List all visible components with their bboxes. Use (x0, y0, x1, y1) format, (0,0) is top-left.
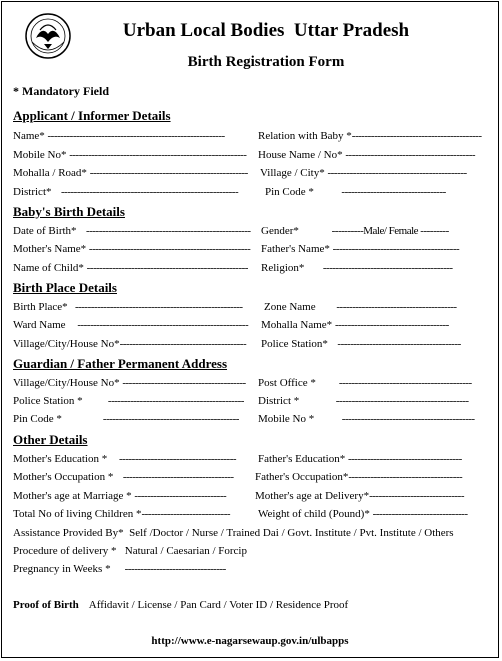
mother-education-field[interactable]: Mother's Education * ------------------------------------- (13, 453, 237, 465)
father-education-field[interactable]: Father's Education* ------------------------------------ (258, 453, 462, 465)
village-house-field[interactable]: Village/City/House No*---------------------------------------- (13, 338, 247, 350)
dob-field[interactable]: Date of Birth* ---------------------------------------------------- (13, 225, 251, 237)
police-station-field[interactable]: Police Station* --------------------------------------- (261, 338, 461, 350)
mobile-field[interactable]: Mobile No* -------------------------------------------------------- (13, 149, 247, 161)
ward-field[interactable]: Ward Name ------------------------------------------------------ (13, 319, 249, 331)
section-baby: Baby's Birth Details (13, 204, 125, 219)
section-other: Other Details (13, 432, 88, 447)
mohalla-field[interactable]: Mohalla / Road* -------------------------------------------------- (13, 167, 248, 179)
father-occupation-field[interactable]: Father's Occupation*------------------------------------ (255, 471, 463, 483)
pregnancy-weeks-field[interactable]: Pregnancy in Weeks * -------------------------------- (13, 563, 226, 575)
section-birth-place: Birth Place Details (13, 280, 117, 295)
guardian-district-field[interactable]: District * ------------------------------------------ (258, 395, 469, 407)
child-weight-field[interactable]: Weight of child (Pound)* ------------------------------ (258, 508, 468, 520)
religion-field[interactable]: Religion* ----------------------------------------- (261, 262, 453, 274)
mother-age-marriage-field[interactable]: Mother's age at Marriage * ----------------------------- (13, 490, 227, 502)
mother-occupation-field[interactable]: Mother's Occupation * ----------------------------------- (13, 471, 234, 483)
birth-place-field[interactable]: Birth Place* ----------------------------------------------------- (13, 301, 243, 313)
assistance-field[interactable]: Assistance Provided By* Self /Doctor / Nurse / Trained Dai / Govt. Institute / Pvt. Institute / Others (13, 527, 454, 539)
village-city-field[interactable]: Village / City* -------------------------------------------- (260, 167, 467, 179)
mother-name-field[interactable]: Mother's Name* --------------------------------------------------- (13, 243, 251, 255)
form-title: Urban Local Bodies Uttar Pradesh (122, 20, 410, 41)
birth-registration-form (1, 1, 499, 658)
mohalla-name-field[interactable]: Mohalla Name* ------------------------------------ (261, 319, 449, 331)
guardian-mobile-field[interactable]: Mobile No * ------------------------------------------ (258, 413, 475, 425)
section-guardian: Guardian / Father Permanent Address (13, 356, 228, 371)
name-field[interactable]: Name* -------------------------------------------------------- (13, 130, 225, 142)
living-children-field[interactable]: Total No of living Children *---------------------------- (13, 508, 231, 520)
guardian-village-house-field[interactable]: Village/City/House No* --------------------------------------- (13, 377, 246, 389)
form-subtitle: Birth Registration Form (187, 54, 345, 70)
zone-field[interactable]: Zone Name -------------------------------------- (264, 301, 457, 313)
mother-age-delivery-field[interactable]: Mother's age at Delivery*------------------------------ (255, 490, 464, 502)
house-field[interactable]: House Name / No* ----------------------------------------- (258, 149, 476, 161)
guardian-police-station-field[interactable]: Police Station * ------------------------------------------- (13, 395, 244, 407)
child-name-field[interactable]: Name of Child* --------------------------------------------------- (13, 262, 248, 274)
mandatory-note: * Mandatory Field (13, 84, 109, 98)
father-name-field[interactable]: Father's Name* ---------------------------------------- (261, 243, 460, 255)
pin-field[interactable]: Pin Code * --------------------------------- (265, 186, 446, 198)
delivery-procedure-field[interactable]: Procedure of delivery * Natural / Caesarian / Forcip (13, 545, 247, 557)
proof-of-birth: Proof of Birth Affidavit / License / Pan Card / Voter ID / Residence Proof (13, 599, 349, 611)
footer-url[interactable]: http://www.e-nagarsewaup.gov.in/ulbapps (151, 635, 349, 647)
section-applicant: Applicant / Informer Details (13, 108, 171, 123)
gender-field[interactable]: Gender* ----------Male/ Female --------- (261, 225, 449, 237)
guardian-post-office-field[interactable]: Post Office * ------------------------------------------ (258, 377, 472, 389)
district-field[interactable]: District* -------------------------------------------------------- (13, 186, 239, 198)
relation-field[interactable]: Relation with Baby *----------------------------------------- (258, 130, 482, 142)
guardian-pin-field[interactable]: Pin Code * ------------------------------------------- (13, 413, 239, 425)
